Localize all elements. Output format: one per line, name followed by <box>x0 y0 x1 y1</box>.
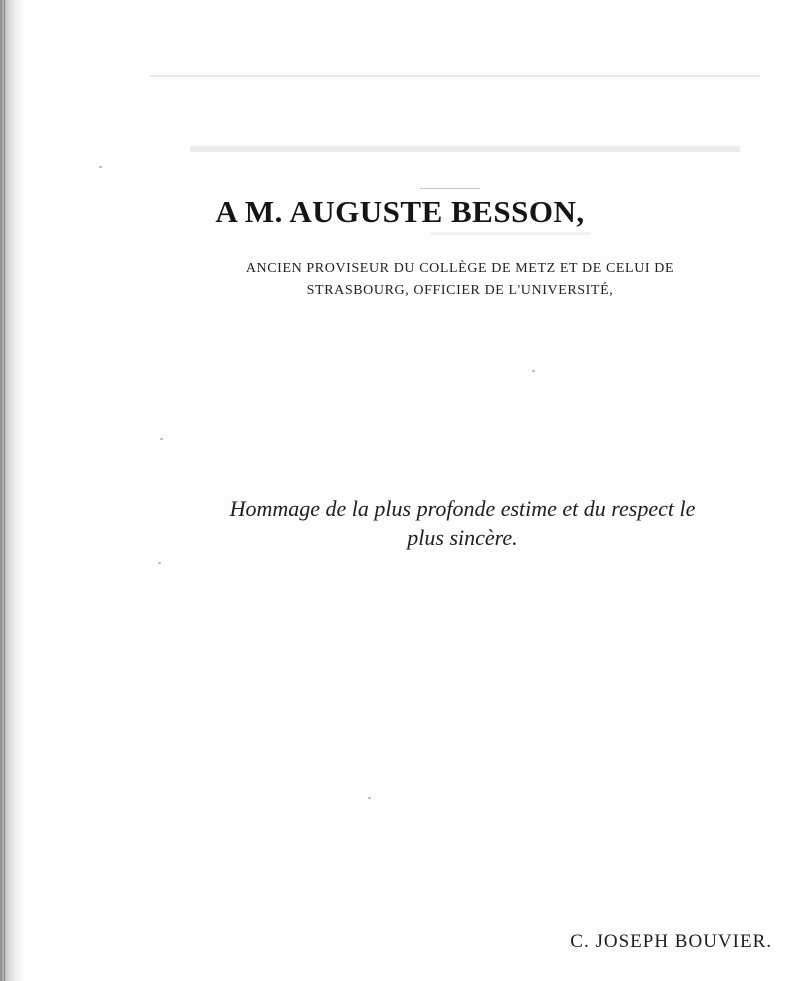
bleed-through-mark <box>420 188 480 189</box>
bleed-through-mark <box>430 232 590 235</box>
homage-line: Hommage de la plus profonde estime et du respect le <box>229 496 696 521</box>
paper-speck <box>99 166 102 168</box>
author-signature: C. JOSEPH BOUVIER. <box>570 931 772 952</box>
bleed-through-mark <box>190 146 740 152</box>
dedication-subtitle <box>170 258 750 302</box>
homage-line: plus sincère. <box>407 525 518 550</box>
paper-speck <box>158 562 161 564</box>
paper-speck <box>368 797 371 799</box>
binding-line <box>4 0 5 981</box>
bleed-through-mark <box>150 75 760 77</box>
paper-speck <box>532 370 535 372</box>
paper-speck <box>160 438 163 440</box>
dedication-subtitle-line: ANCIEN PROVISEUR DU COLLÈGE DE METZ ET DE CELUI DE <box>245 261 675 276</box>
page-binding-edge <box>0 0 22 981</box>
homage-text <box>150 494 775 552</box>
dedication-subtitle-line: STRASBOURG, OFFICIER DE L'UNIVERSITÉ, <box>306 283 614 298</box>
dedication-title: A M. AUGUSTE BESSON, <box>215 194 585 229</box>
